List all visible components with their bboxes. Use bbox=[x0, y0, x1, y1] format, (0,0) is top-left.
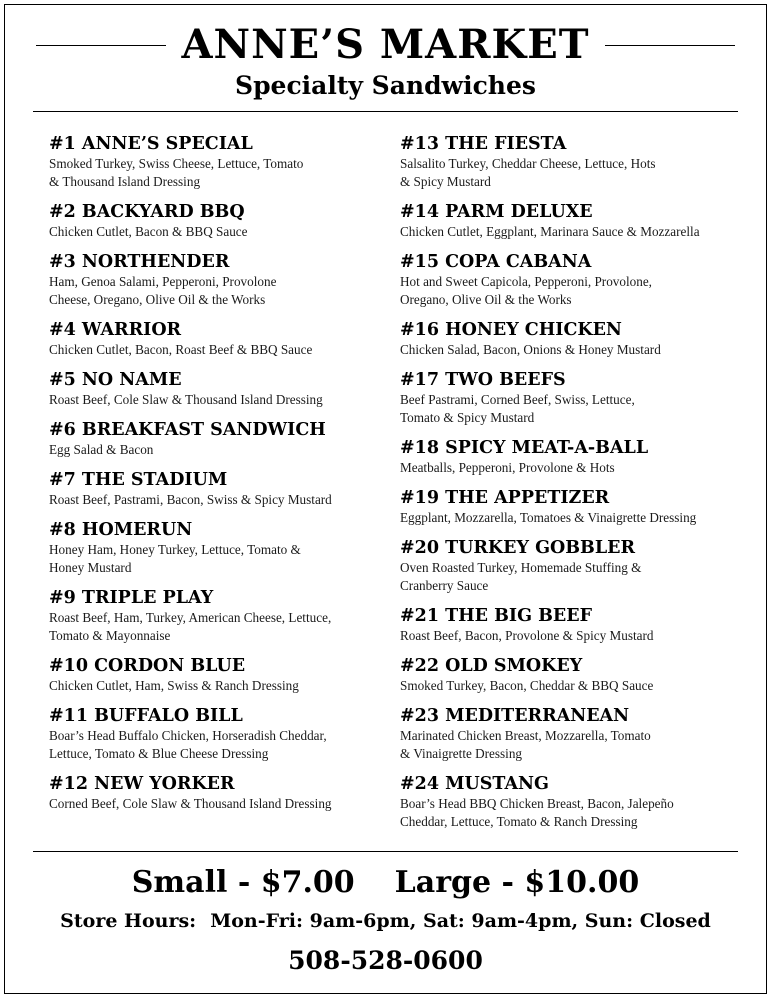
menu-item-description: Chicken Salad, Bacon, Onions & Honey Mustard bbox=[400, 342, 661, 357]
footer-divider bbox=[33, 851, 738, 852]
menu-item-name: #9 TRIPLE PLAY bbox=[49, 588, 214, 608]
menu-item bbox=[49, 655, 389, 695]
menu-item-name: #10 CORDON BLUE bbox=[49, 656, 246, 676]
title-rule-right bbox=[605, 45, 735, 46]
menu-item bbox=[400, 487, 750, 527]
menu-item-description: Smoked Turkey, Bacon, Cheddar & BBQ Sauce bbox=[400, 678, 654, 693]
menu-item-description: Boar’s Head Buffalo Chicken, Horseradish Cheddar, bbox=[49, 728, 327, 743]
menu-item bbox=[49, 705, 389, 763]
menu-item-description: Eggplant, Mozzarella, Tomatoes & Vinaigrette Dressing bbox=[400, 510, 697, 525]
menu-item-description: Roast Beef, Ham, Turkey, American Cheese, Lettuce, bbox=[49, 610, 332, 625]
menu-item-name: #24 MUSTANG bbox=[400, 774, 549, 794]
menu-item-name: #2 BACKYARD BBQ bbox=[49, 202, 245, 222]
menu-item bbox=[400, 133, 750, 191]
phone-number: 508-528-0600 bbox=[288, 946, 483, 975]
menu-item-name: #4 WARRIOR bbox=[49, 320, 182, 340]
store-hours-label: Store Hours: bbox=[60, 910, 197, 932]
menu-item-description: Smoked Turkey, Swiss Cheese, Lettuce, Tomato bbox=[49, 156, 304, 171]
menu-item-description: Chicken Cutlet, Eggplant, Marinara Sauce & Mozzarella bbox=[400, 224, 700, 239]
menu-item-description: Cheese, Oregano, Olive Oil & the Works bbox=[49, 292, 266, 307]
menu-item bbox=[400, 201, 750, 241]
menu-item-description: & Spicy Mustard bbox=[400, 174, 491, 189]
store-hours-value: Mon-Fri: 9am-6pm, Sat: 9am-4pm, Sun: Closed bbox=[210, 910, 711, 932]
menu-page bbox=[4, 4, 767, 994]
menu-item-description: Cranberry Sauce bbox=[400, 578, 489, 593]
menu-item-name: #20 TURKEY GOBBLER bbox=[400, 538, 636, 558]
menu-item-name: #13 THE FIESTA bbox=[400, 134, 567, 154]
menu-item bbox=[49, 519, 389, 577]
menu-item bbox=[49, 587, 389, 645]
menu-item-description: Tomato & Spicy Mustard bbox=[400, 410, 535, 425]
menu-item-description: Hot and Sweet Capicola, Pepperoni, Provolone, bbox=[400, 274, 652, 289]
menu-item-name: #23 MEDITERRANEAN bbox=[400, 706, 630, 726]
menu-item-name: #6 BREAKFAST SANDWICH bbox=[49, 420, 326, 440]
menu-item-description: Honey Mustard bbox=[49, 560, 132, 575]
menu-item-description: Beef Pastrami, Corned Beef, Swiss, Lettuce, bbox=[400, 392, 635, 407]
menu-item bbox=[400, 251, 750, 309]
menu-item bbox=[400, 773, 750, 831]
title-row bbox=[5, 23, 766, 67]
menu-item-name: #5 NO NAME bbox=[49, 370, 182, 390]
menu-item-name: #12 NEW YORKER bbox=[49, 774, 235, 794]
menu-item-description: & Vinaigrette Dressing bbox=[400, 746, 523, 761]
menu-item bbox=[400, 705, 750, 763]
menu-item-description: Lettuce, Tomato & Blue Cheese Dressing bbox=[49, 746, 269, 761]
small-price: Small - $7.00 bbox=[131, 865, 355, 900]
menu-item-description: Tomato & Mayonnaise bbox=[49, 628, 171, 643]
menu-item-description: Honey Ham, Honey Turkey, Lettuce, Tomato & bbox=[49, 542, 301, 557]
menu-item-name: #14 PARM DELUXE bbox=[400, 202, 593, 222]
menu-item-description: Chicken Cutlet, Ham, Swiss & Ranch Dressing bbox=[49, 678, 299, 693]
menu-item bbox=[400, 537, 750, 595]
menu-item-name: #18 SPICY MEAT-A-BALL bbox=[400, 438, 649, 458]
menu-item-name: #19 THE APPETIZER bbox=[400, 488, 610, 508]
menu-item-description: Egg Salad & Bacon bbox=[49, 442, 154, 457]
large-price: Large - $10.00 bbox=[394, 865, 640, 900]
menu-item-description: Oven Roasted Turkey, Homemade Stuffing & bbox=[400, 560, 642, 575]
menu-item bbox=[49, 251, 389, 309]
menu-item-description: Chicken Cutlet, Bacon & BBQ Sauce bbox=[49, 224, 248, 239]
menu-item-name: #17 TWO BEEFS bbox=[400, 370, 566, 390]
header-divider bbox=[33, 111, 738, 112]
menu-item-description: & Thousand Island Dressing bbox=[49, 174, 201, 189]
menu-item-name: #1 ANNE’S SPECIAL bbox=[49, 134, 253, 154]
menu-item-name: #7 THE STADIUM bbox=[49, 470, 228, 490]
menu-item-description: Roast Beef, Cole Slaw & Thousand Island Dressing bbox=[49, 392, 323, 407]
menu-item bbox=[49, 319, 389, 359]
menu-item-description: Salsalito Turkey, Cheddar Cheese, Lettuce, Hots bbox=[400, 156, 656, 171]
menu-item-name: #8 HOMERUN bbox=[49, 520, 193, 540]
menu-subtitle: Specialty Sandwiches bbox=[235, 71, 536, 100]
menu-item bbox=[400, 369, 750, 427]
menu-item bbox=[400, 605, 750, 645]
menu-item-description: Meatballs, Pepperoni, Provolone & Hots bbox=[400, 460, 615, 475]
price-line bbox=[5, 865, 766, 901]
menu-item-name: #3 NORTHENDER bbox=[49, 252, 230, 272]
menu-item-name: #22 OLD SMOKEY bbox=[400, 656, 583, 676]
menu-item bbox=[49, 469, 389, 509]
store-hours bbox=[5, 908, 766, 934]
store-title: ANNE’S MARKET bbox=[181, 21, 590, 68]
menu-item-description: Chicken Cutlet, Bacon, Roast Beef & BBQ Sauce bbox=[49, 342, 313, 357]
menu-item bbox=[49, 369, 389, 409]
menu-item bbox=[400, 437, 750, 477]
title-rule-left bbox=[36, 45, 166, 46]
menu-item-description: Roast Beef, Pastrami, Bacon, Swiss & Spicy Mustard bbox=[49, 492, 332, 507]
menu-item-description: Ham, Genoa Salami, Pepperoni, Provolone bbox=[49, 274, 277, 289]
menu-item bbox=[49, 201, 389, 241]
menu-item-description: Roast Beef, Bacon, Provolone & Spicy Mustard bbox=[400, 628, 654, 643]
menu-item bbox=[49, 773, 389, 813]
menu-item-name: #16 HONEY CHICKEN bbox=[400, 320, 622, 340]
menu-item bbox=[400, 655, 750, 695]
menu-item-name: #15 COPA CABANA bbox=[400, 252, 592, 272]
menu-item-description: Oregano, Olive Oil & the Works bbox=[400, 292, 572, 307]
menu-item-description: Marinated Chicken Breast, Mozzarella, Tomato bbox=[400, 728, 651, 743]
menu-item-name: #11 BUFFALO BILL bbox=[49, 706, 243, 726]
menu-item-description: Corned Beef, Cole Slaw & Thousand Island Dressing bbox=[49, 796, 332, 811]
menu-item bbox=[400, 319, 750, 359]
menu-item-name: #21 THE BIG BEEF bbox=[400, 606, 593, 626]
menu-item bbox=[49, 419, 389, 459]
menu-item-description: Boar’s Head BBQ Chicken Breast, Bacon, Jalepeño bbox=[400, 796, 674, 811]
menu-item bbox=[49, 133, 389, 191]
menu-item-description: Cheddar, Lettuce, Tomato & Ranch Dressing bbox=[400, 814, 638, 829]
